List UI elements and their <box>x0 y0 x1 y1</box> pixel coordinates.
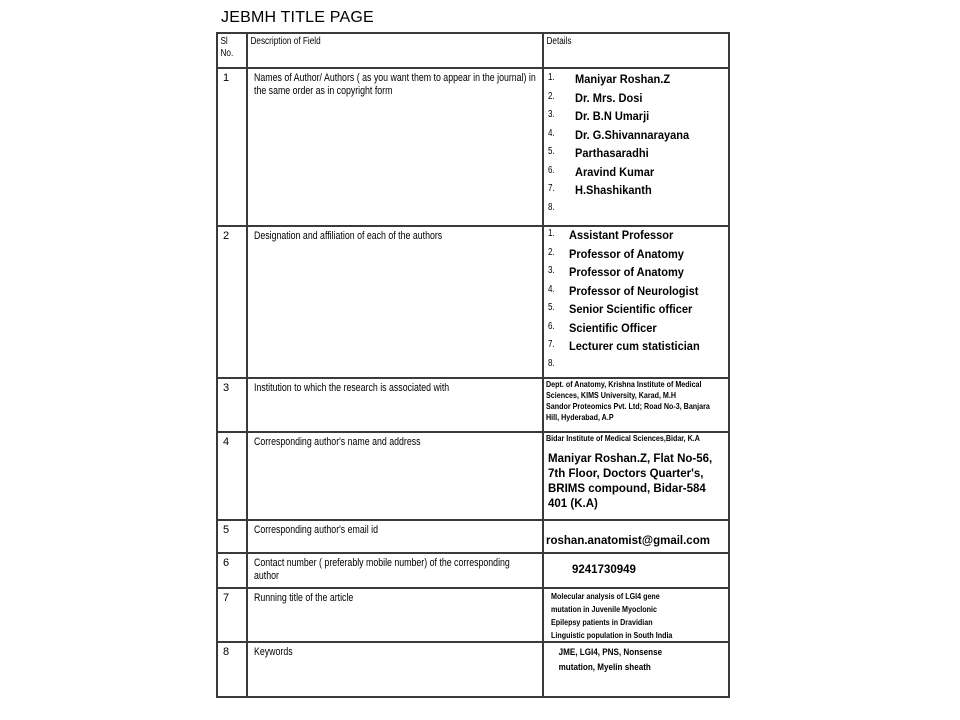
list-item: 7. H.Shashikanth <box>548 183 652 197</box>
list-item: 8. <box>548 201 555 213</box>
field-description: Running title of the article <box>247 588 543 642</box>
designation-list <box>546 227 726 375</box>
row-number: 8 <box>217 642 247 697</box>
list-item: 3. Dr. B.N Umarji <box>548 109 650 123</box>
list-item: 2. Professor of Anatomy <box>548 246 684 261</box>
row-number: 5 <box>217 520 247 553</box>
header-description: Description of Field <box>247 33 543 68</box>
table-row <box>217 520 729 553</box>
table-row <box>217 432 729 520</box>
field-details <box>543 378 729 432</box>
field-details <box>543 432 729 520</box>
field-description: Contact number ( preferably mobile number) of the corresponding author <box>247 553 543 588</box>
table-row <box>217 68 729 226</box>
field-details <box>543 553 729 588</box>
row-number: 6 <box>217 553 247 588</box>
field-description: Institution to which the research is associated with <box>247 378 543 432</box>
institution-line: Dept. of Anatomy, Krishna Institute of Medical <box>546 379 702 389</box>
institution-line: Hill, Hyderabad, A.P <box>546 412 614 422</box>
list-item: 2. Dr. Mrs. Dosi <box>548 90 643 105</box>
list-item: 6. Aravind Kumar <box>548 164 655 179</box>
list-item: 3. Professor of Anatomy <box>548 265 684 279</box>
author-names-list <box>546 71 726 219</box>
table-row <box>217 642 729 697</box>
page-title: JEBMH TITLE PAGE <box>221 9 374 26</box>
corresponding-institution: Bidar Institute of Medical Sciences,Bidar, K.A <box>546 433 700 443</box>
field-description: Corresponding author's name and address <box>247 432 543 520</box>
corresponding-address: Maniyar Roshan.Z, Flat No-56, 7th Floor, Doctors Quarter's, BRIMS compound, Bidar-584 401 (K.A) <box>548 453 713 510</box>
header-details: Details <box>543 33 729 68</box>
table-row <box>217 378 729 432</box>
field-description: Designation and affiliation of each of the authors <box>247 226 543 378</box>
list-item: 6. Scientific Officer <box>548 320 657 335</box>
row-number: 7 <box>217 588 247 642</box>
row-number: 2 <box>217 226 247 378</box>
row-number: 3 <box>217 378 247 432</box>
field-details <box>543 226 729 378</box>
row-number: 1 <box>217 68 247 226</box>
table-row <box>217 226 729 378</box>
keywords-line: mutation, Myelin sheath <box>558 662 651 672</box>
header-sl: Sl No. <box>217 33 247 68</box>
keywords-line: JME, LGI4, PNS, Nonsense <box>558 647 663 657</box>
institution-line: Sandor Proteomics Pvt. Ltd; Road No-3, Banjara <box>546 401 710 411</box>
table-row <box>217 588 729 642</box>
running-title-line: Linguistic population in South India <box>551 630 673 640</box>
institution-line: Sciences, KIMS University, Karad, M.H <box>546 390 677 400</box>
field-description: Corresponding author's email id <box>247 520 543 553</box>
email-value: roshan.anatomist@gmail.com <box>546 535 710 547</box>
field-description: Keywords <box>247 642 543 697</box>
title-page-table <box>216 32 730 698</box>
field-details <box>543 68 729 226</box>
field-description: Names of Author/ Authors ( as you want them to appear in the journal) in the same order as in copyright form <box>247 68 543 226</box>
running-title-line: Molecular analysis of LGI4 gene <box>551 591 660 601</box>
list-item: 4. Dr. G.Shivannarayana <box>548 127 690 142</box>
list-item: 8. <box>548 357 555 369</box>
list-item: 5. Senior Scientific officer <box>548 302 693 316</box>
list-item: 1. Maniyar Roshan.Z <box>548 72 671 86</box>
phone-value: 9241730949 <box>572 564 636 576</box>
list-item: 5. Parthasaradhi <box>548 146 649 160</box>
field-details <box>543 520 729 553</box>
row-number: 4 <box>217 432 247 520</box>
running-title-line: mutation in Juvenile Myoclonic <box>551 604 657 614</box>
table-row <box>217 553 729 588</box>
list-item: 1. Assistant Professor <box>548 228 674 242</box>
running-title-line: Epilepsy patients in Dravidian <box>551 617 653 627</box>
list-item: 4. Professor of Neurologist <box>548 283 699 298</box>
table-header-row <box>217 33 729 68</box>
list-item: 7. Lecturer cum statistician <box>548 339 700 353</box>
field-details <box>543 642 729 697</box>
field-details <box>543 588 729 642</box>
